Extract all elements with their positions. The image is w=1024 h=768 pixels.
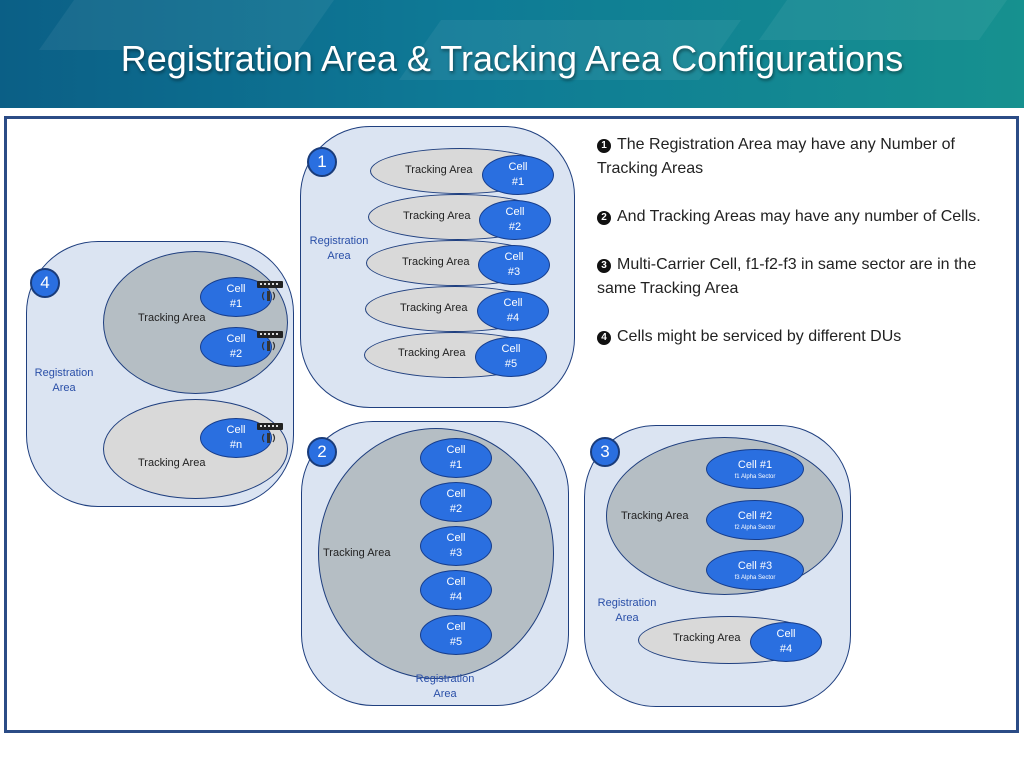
cell-4: Cell #4 <box>420 570 492 610</box>
page-title: Registration Area & Tracking Area Configurations <box>120 38 904 79</box>
cell-1: Cell #1 <box>200 277 272 317</box>
registration-area-label: Registration Area <box>415 673 475 700</box>
diagram-badge-2: 2 <box>307 437 337 467</box>
note-text: And Tracking Areas may have any number of Cells. <box>617 208 981 225</box>
header-decoration <box>759 0 1021 40</box>
cell-label: Cell #2 <box>737 509 773 522</box>
cell-sector-label: f1 Alpha Sector <box>734 473 776 480</box>
registration-area-label: Registration Area <box>34 367 94 394</box>
du-radio-unit-icon <box>256 328 284 352</box>
header-banner <box>0 0 1024 108</box>
note-text: Cells might be serviced by different DUs <box>617 328 902 345</box>
note-3 <box>597 253 1007 301</box>
cell-1: Cell #1 <box>482 155 554 195</box>
diagram-badge-1: 1 <box>307 147 337 177</box>
tracking-area-label: Tracking Area <box>621 510 689 522</box>
cell-4: Cell #4 <box>477 291 549 331</box>
cell-sector-label: f2 Alpha Sector <box>734 524 776 531</box>
cell-2 <box>706 500 804 540</box>
note-1 <box>597 133 1007 181</box>
registration-area-label: Registration Area <box>309 235 369 262</box>
cell-2: Cell #2 <box>200 327 272 367</box>
tracking-area-label: Tracking Area <box>400 302 468 314</box>
cell-2: Cell #2 <box>479 200 551 240</box>
tracking-area-label: Tracking Area <box>138 312 206 324</box>
note-4 <box>597 325 1007 349</box>
cell-label: Cell #3 <box>737 559 773 572</box>
tracking-area-label: Tracking Area <box>138 457 206 469</box>
cell-3: Cell #3 <box>420 526 492 566</box>
cell-4: Cell #4 <box>750 622 822 662</box>
cell-2: Cell #2 <box>420 482 492 522</box>
tracking-area-label: Tracking Area <box>673 632 741 644</box>
note-number: 4 <box>597 331 611 345</box>
cell-1 <box>706 449 804 489</box>
cell-1: Cell #1 <box>420 438 492 478</box>
note-text: Multi-Carrier Cell, f1-f2-f3 in same sector are in the same Tracking Area <box>597 256 977 297</box>
note-text: The Registration Area may have any Number of Tracking Areas <box>597 136 955 177</box>
tracking-area-label: Tracking Area <box>398 347 466 359</box>
cell-3 <box>706 550 804 590</box>
cell-3: Cell #3 <box>478 245 550 285</box>
tracking-area-label: Tracking Area <box>403 210 471 222</box>
notes-panel <box>597 133 1007 373</box>
du-radio-unit-icon <box>256 278 284 302</box>
tracking-area-label: Tracking Area <box>405 164 473 176</box>
tracking-area-label: Tracking Area <box>323 547 391 559</box>
cell-5: Cell #5 <box>475 337 547 377</box>
registration-area-label: Registration Area <box>597 597 657 624</box>
note-number: 2 <box>597 211 611 225</box>
tracking-area-label: Tracking Area <box>402 256 470 268</box>
note-2 <box>597 205 1007 229</box>
diagram-badge-3: 3 <box>590 437 620 467</box>
diagram-badge-4: 4 <box>30 268 60 298</box>
note-number: 3 <box>597 259 611 273</box>
cell-label: Cell #1 <box>737 458 773 471</box>
cell-sector-label: f3 Alpha Sector <box>734 574 776 581</box>
cell-n: Cell #n <box>200 418 272 458</box>
note-number: 1 <box>597 139 611 153</box>
cell-5: Cell #5 <box>420 615 492 655</box>
du-radio-unit-icon <box>256 420 284 444</box>
